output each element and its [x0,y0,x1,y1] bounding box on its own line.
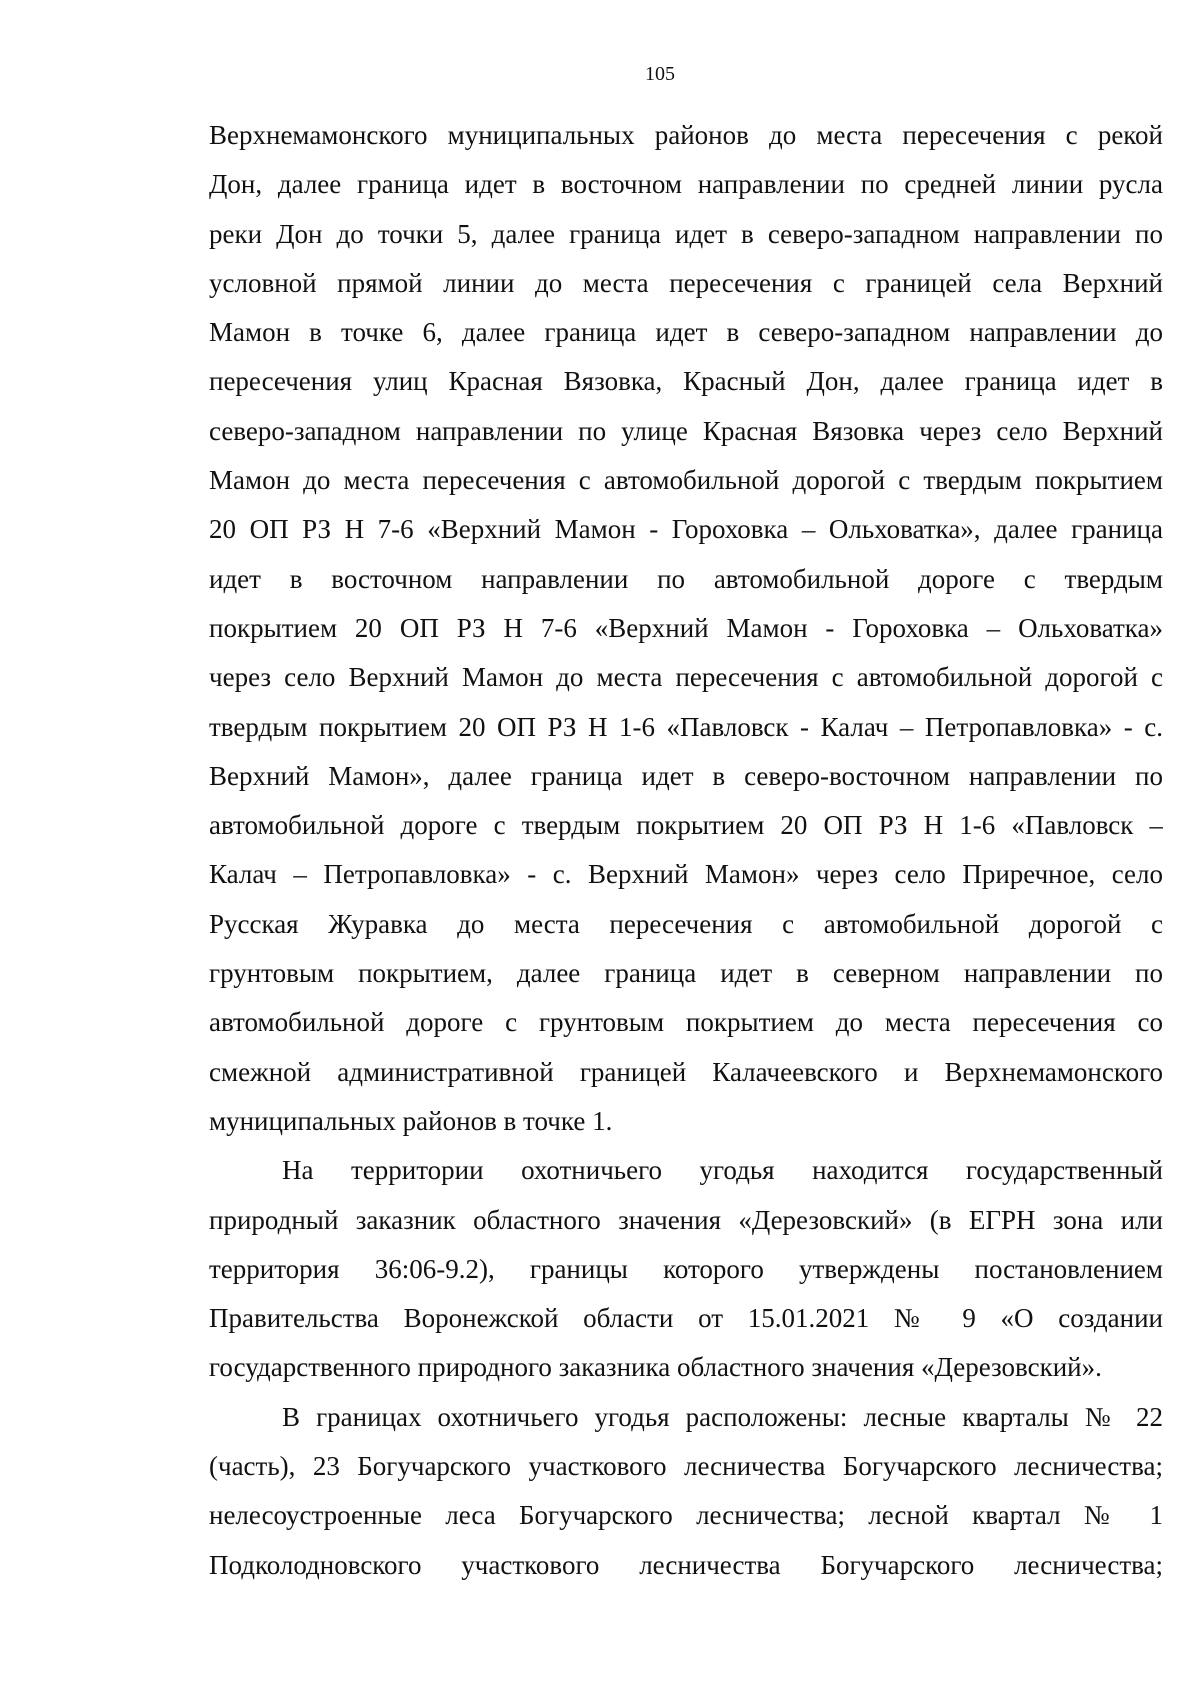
text-line: (часть), 23 Богучарского участкового лесничества Богучарского лесничества; [209,1451,1163,1482]
text-line: Верхнемамонского муниципальных районов до места пересечения с рекой [209,120,1163,150]
text-line-paragraph-end: муниципальных районов в точке 1. [209,1105,613,1136]
document-body [209,111,1163,1590]
text-line: автомобильной дороге с твердым покрытием 20 ОП РЗ Н 1-6 «Павловск – [209,810,1163,841]
text-line: нелесоустроенные леса Богучарского лесничества; лесной квартал № 1 [209,1500,1163,1531]
text-line: Правительства Воронежской области от 15.01.2021 № 9 «О создании [209,1303,1163,1334]
text-line: Верхний Мамон», далее граница идет в северо-восточном направлении по [209,760,1163,791]
text-line: автомобильной дороге с грунтовым покрытием до места пересечения со [209,1007,1163,1038]
text-line: идет в восточном направлении по автомобильной дороге с твердым [209,563,1163,594]
text-line: пересечения улиц Красная Вязовка, Красный Дон, далее граница идет в [209,366,1163,397]
text-line: 20 ОП РЗ Н 7-6 «Верхний Мамон - Гороховка – Ольховатка», далее граница [209,514,1163,545]
text-line: северо-западном направлении по улице Красная Вязовка через село Верхний [209,415,1163,446]
text-line: покрытием 20 ОП РЗ Н 7-6 «Верхний Мамон - Гороховка – Ольховатка» [209,612,1163,643]
text-line-paragraph-start: На территории охотничьего угодья находится государственный [282,1155,1163,1186]
text-line: смежной административной границей Калачеевского и Верхнемамонского [209,1056,1163,1087]
text-line-paragraph-start: В границах охотничьего угодья расположены: лесные кварталы № 22 [282,1401,1163,1432]
text-line: Мамон до места пересечения с автомобильной дорогой с твердым покрытием [209,465,1163,496]
text-line: твердым покрытием 20 ОП РЗ Н 1-6 «Павловск - Калач – Петропавловка» - с. [209,711,1163,742]
text-line: через село Верхний Мамон до места пересечения с автомобильной дорогой с [209,662,1163,693]
text-line: Русская Журавка до места пересечения с автомобильной дорогой с [209,908,1163,939]
text-line: природный заказник областного значения «Дерезовский» (в ЕГРН зона или [209,1204,1163,1235]
text-line: Подколодновского участкового лесничества Богучарского лесничества; [209,1549,1163,1580]
text-line: Мамон в точке 6, далее граница идет в северо-западном направлении до [209,317,1163,348]
text-line: Калач – Петропавловка» - с. Верхний Мамон» через село Приречное, село [209,859,1163,890]
page-number: 105 [645,63,675,85]
text-line: грунтовым покрытием, далее граница идет в северном направлении по [209,958,1163,989]
text-line: реки Дон до точки 5, далее граница идет в северо-западном направлении по [209,218,1163,249]
text-line: территория 36:06-9.2), границы которого утверждены постановлением [209,1253,1163,1284]
text-line: условной прямой линии до места пересечения с границей села Верхний [209,267,1163,298]
text-line: Дон, далее граница идет в восточном направлении по средней линии русла [209,169,1163,200]
text-line-paragraph-end: государственного природного заказника областного значения «Дерезовский». [209,1352,1102,1383]
